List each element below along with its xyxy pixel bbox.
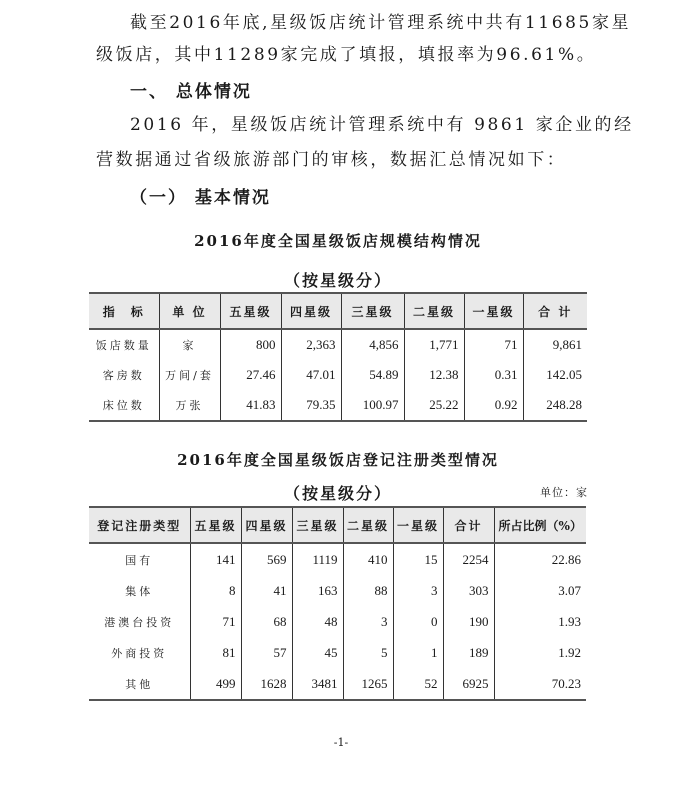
total-cell: 248.28 [523, 390, 587, 421]
unit-cell: 万间/套 [159, 360, 220, 390]
total-cell: 303 [443, 575, 494, 606]
value-cell: 800 [220, 329, 281, 360]
value-cell: 163 [292, 575, 343, 606]
value-cell: 1,771 [404, 329, 464, 360]
total-cell: 190 [443, 606, 494, 637]
value-cell: 71 [190, 606, 241, 637]
page-number: -1- [333, 736, 349, 749]
value-cell: 1119 [292, 543, 343, 575]
value-cell: 5 [343, 637, 393, 668]
value-cell: 1 [393, 637, 443, 668]
table1-header-cell: 单 位 [159, 293, 220, 329]
value-cell: 45 [292, 637, 343, 668]
total-cell: 2254 [443, 543, 494, 575]
row-label: 床位数 [89, 390, 159, 421]
table1-header-cell: 二星级 [404, 293, 464, 329]
overview-line-2: 营数据通过省级旅游部门的审核，数据汇总情况如下： [96, 150, 567, 170]
value-cell: 79.35 [281, 390, 341, 421]
table1-header-cell: 五星级 [220, 293, 281, 329]
table2-header-cell: 合计 [443, 507, 494, 543]
value-cell: 47.01 [281, 360, 341, 390]
table1-header-cell: 一星级 [464, 293, 523, 329]
table2-header-cell: 登记注册类型 [89, 507, 190, 543]
percent-cell: 3.07 [494, 575, 586, 606]
table-row [89, 668, 586, 700]
value-cell: 3 [393, 575, 443, 606]
row-label: 外商投资 [89, 637, 190, 668]
value-cell: 41 [241, 575, 292, 606]
total-cell: 142.05 [523, 360, 587, 390]
value-cell: 0 [393, 606, 443, 637]
table2-subtitle: （按星级分） [283, 484, 392, 503]
table1-header-cell: 指 标 [89, 293, 159, 329]
table1-subtitle: （按星级分） [283, 271, 392, 290]
table-row [89, 329, 587, 360]
value-cell: 8 [190, 575, 241, 606]
row-label: 港澳台投资 [89, 606, 190, 637]
value-cell: 12.38 [404, 360, 464, 390]
value-cell: 52 [393, 668, 443, 700]
table2-header-cell: 二星级 [343, 507, 393, 543]
total-cell: 6925 [443, 668, 494, 700]
table-row [89, 390, 587, 421]
value-cell: 41.83 [220, 390, 281, 421]
value-cell: 4,856 [341, 329, 404, 360]
unit-cell: 万张 [159, 390, 220, 421]
table1-title: 2016年度全国星级饭店规模结构情况 [194, 232, 482, 250]
value-cell: 499 [190, 668, 241, 700]
table-row [89, 543, 586, 575]
table1-header-cell: 四星级 [281, 293, 341, 329]
table1-header-row [89, 293, 587, 329]
table2-header-row [89, 507, 586, 543]
table2-title: 2016年度全国星级饭店登记注册类型情况 [177, 451, 499, 469]
percent-cell: 70.23 [494, 668, 586, 700]
unit-cell: 家 [159, 329, 220, 360]
value-cell: 48 [292, 606, 343, 637]
value-cell: 2,363 [281, 329, 341, 360]
table2-header-cell: 五星级 [190, 507, 241, 543]
table2-unit-note: 单位：家 [540, 486, 588, 499]
table-row [89, 360, 587, 390]
sub-heading-basic: （一） 基本情况 [130, 188, 271, 208]
percent-cell: 1.92 [494, 637, 586, 668]
value-cell: 0.31 [464, 360, 523, 390]
row-label: 集体 [89, 575, 190, 606]
value-cell: 3481 [292, 668, 343, 700]
value-cell: 15 [393, 543, 443, 575]
overview-line-1: 2016 年，星级饭店统计管理系统中有 9861 家企业的经 [130, 115, 634, 135]
table2-header-cell: 四星级 [241, 507, 292, 543]
value-cell: 25.22 [404, 390, 464, 421]
value-cell: 1265 [343, 668, 393, 700]
percent-cell: 1.93 [494, 606, 586, 637]
table2-header-cell: 所占比例（%） [494, 507, 586, 543]
table2-header-cell: 一星级 [393, 507, 443, 543]
registration-type-table [89, 506, 586, 701]
row-label: 客房数 [89, 360, 159, 390]
intro-line-2: 级饭店，其中11289家完成了填报，填报率为96.61%。 [96, 45, 597, 65]
percent-cell: 22.86 [494, 543, 586, 575]
row-label: 国有 [89, 543, 190, 575]
table-row [89, 606, 586, 637]
table2-header-cell: 三星级 [292, 507, 343, 543]
scale-structure-table [89, 292, 587, 422]
total-cell: 189 [443, 637, 494, 668]
table1-header-cell: 三星级 [341, 293, 404, 329]
value-cell: 27.46 [220, 360, 281, 390]
section-heading-overview: 一、 总体情况 [130, 82, 252, 102]
table1-header-cell: 合 计 [523, 293, 587, 329]
value-cell: 569 [241, 543, 292, 575]
table-row [89, 575, 586, 606]
row-label: 其他 [89, 668, 190, 700]
value-cell: 71 [464, 329, 523, 360]
value-cell: 100.97 [341, 390, 404, 421]
value-cell: 81 [190, 637, 241, 668]
value-cell: 0.92 [464, 390, 523, 421]
value-cell: 57 [241, 637, 292, 668]
intro-line-1: 截至2016年底,星级饭店统计管理系统中共有11685家星 [130, 13, 632, 33]
value-cell: 141 [190, 543, 241, 575]
value-cell: 410 [343, 543, 393, 575]
total-cell: 9,861 [523, 329, 587, 360]
value-cell: 1628 [241, 668, 292, 700]
table-row [89, 637, 586, 668]
value-cell: 68 [241, 606, 292, 637]
value-cell: 88 [343, 575, 393, 606]
row-label: 饭店数量 [89, 329, 159, 360]
value-cell: 54.89 [341, 360, 404, 390]
value-cell: 3 [343, 606, 393, 637]
